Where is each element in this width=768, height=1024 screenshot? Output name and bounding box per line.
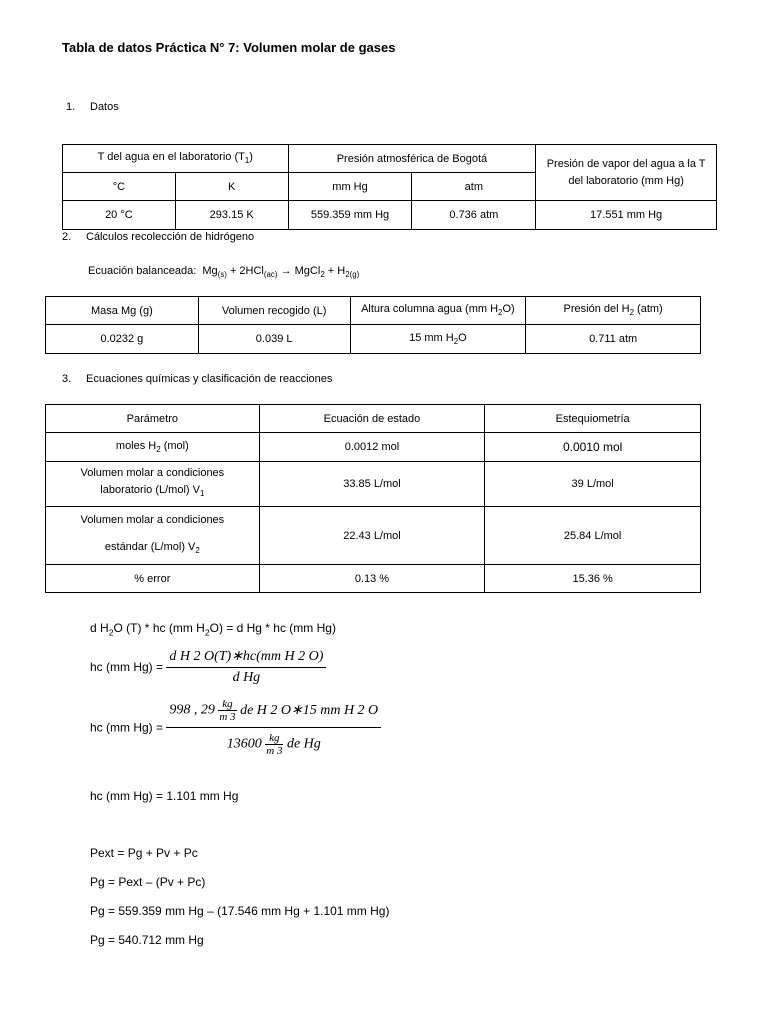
- value-mmhg: 559.359 mm Hg: [288, 201, 412, 230]
- header-vapor-pressure: Presión de vapor del agua a la T del laboratorio (mm Hg): [536, 145, 717, 201]
- value-mass-mg: 0.0232 g: [46, 325, 199, 354]
- header-stoichiometry: Estequiometría: [485, 405, 701, 433]
- equation-pext: Pext = Pg + Pv + Pc: [90, 846, 198, 860]
- equation-hc-numeric: hc (mm Hg) = 998 , 29 $\frac{kg}{m 3}$ de H 2 O∗15 mm H 2 O 13600 $\frac{kg}{m 3}$ de Hg: [90, 698, 381, 757]
- value-kelvin: 293.15 K: [175, 201, 288, 230]
- header-state-equation: Ecuación de estado: [259, 405, 485, 433]
- value-water-column: 15 mm $H_2O$: [350, 325, 526, 354]
- value-molar-volume-std-stoich: 25.84 L/mol: [485, 507, 701, 565]
- value-h2-pressure: 0.711 atm: [526, 325, 701, 354]
- value-atm: 0.736 atm: [412, 201, 536, 230]
- row-label-molar-volume-std: Volumen molar a condiciones estándar (L/mol) $V_2$: [46, 507, 260, 565]
- section-1-heading: [66, 101, 119, 113]
- section-1-number: 1.: [66, 101, 76, 113]
- header-temperature: T del agua en el laboratorio $(T_1)$: [63, 145, 289, 173]
- value-molar-volume-lab-stoich: 39 L/mol: [485, 462, 701, 507]
- balanced-equation: Ecuación balanceada: $Mg_{(s)} + 2HCl_{(ac)}$ → MgCl$_2$ + $H_{2(g)}$: [88, 265, 360, 280]
- value-error-state: 0.13 %: [259, 565, 485, 593]
- value-volume-collected: 0.039 L: [198, 325, 350, 354]
- row-label-error: % error: [46, 565, 260, 593]
- row-label-molar-volume-lab: Volumen molar a condiciones laboratorio (L/mol) $V_1$: [46, 462, 260, 507]
- value-molar-volume-std-state: 22.43 L/mol: [259, 507, 485, 565]
- section-3-number: 3.: [62, 373, 72, 385]
- value-molar-volume-lab-state: 33.85 L/mol: [259, 462, 485, 507]
- unit-kelvin: K: [175, 173, 288, 201]
- header-parameter: Parámetro: [46, 405, 260, 433]
- header-h2-pressure: Presión del $H_2$ (atm): [526, 297, 701, 325]
- equation-density-height: d $H_2O$ (T) * hc (mm $H_2O) = d$ Hg * hc (mm Hg): [90, 621, 336, 638]
- row-label-moles: moles $H_2$ (mol): [46, 433, 260, 462]
- table-resultados: [45, 404, 701, 593]
- reaction-arrow-icon: →: [277, 265, 295, 277]
- value-moles-stoich: 0.0010 mol: [485, 433, 701, 462]
- header-mass-mg: Masa Mg (g): [46, 297, 199, 325]
- hc-fraction: $\frac{\text{d H 2 O(T)∗hc(mm H 2 O)}}{\text{d Hg}}$: [166, 648, 326, 686]
- header-pressure: Presión atmosférica de Bogotá: [288, 145, 536, 173]
- table-hidrogeno: [45, 296, 701, 354]
- unit-atm: atm: [412, 173, 536, 201]
- section-3-label: Ecuaciones químicas y clasificación de reacciones: [86, 373, 333, 385]
- value-vapor-pressure: 17.551 mm Hg: [536, 201, 717, 230]
- table-datos: [62, 144, 717, 230]
- value-moles-state: 0.0012 mol: [259, 433, 485, 462]
- section-1-label: Datos: [90, 101, 119, 113]
- unit-mmhg: mm Hg: [288, 173, 412, 201]
- section-2-number: 2.: [62, 231, 72, 243]
- section-2-heading: [62, 231, 254, 243]
- value-celsius: 20 °C: [63, 201, 176, 230]
- equation-pg-result: Pg = 540.712 mm Hg: [90, 933, 204, 947]
- equation-hc-result: hc (mm Hg) = 1.101 mm Hg: [90, 789, 239, 803]
- equation-pg: Pg = Pext – (Pv + Pc): [90, 875, 206, 889]
- equation-pg-substituted: Pg = 559.359 mm Hg – (17.546 mm Hg + 1.101 mm Hg): [90, 904, 390, 918]
- section-2-label: Cálculos recolección de hidrógeno: [86, 231, 255, 243]
- unit-celsius: °C: [63, 173, 176, 201]
- section-3-heading: [62, 373, 332, 385]
- equation-hc-fraction: hc (mm Hg) = $\frac{\text{d H 2 O(T)∗hc(mm H 2 O)}}{\text{d Hg}}$: [90, 648, 326, 686]
- header-volume-collected: Volumen recogido (L): [198, 297, 350, 325]
- page-title: Tabla de datos Práctica N° 7: Volumen molar de gases: [62, 40, 396, 55]
- hc-numeric-fraction: 998 , 29 $\frac{kg}{m 3}$ de H 2 O∗15 mm H 2 O 13600 $\frac{kg}{m 3}$ de Hg: [166, 698, 381, 757]
- header-water-column: Altura columna agua (mm $H_2O$): [350, 297, 526, 325]
- value-error-stoich: 15.36 %: [485, 565, 701, 593]
